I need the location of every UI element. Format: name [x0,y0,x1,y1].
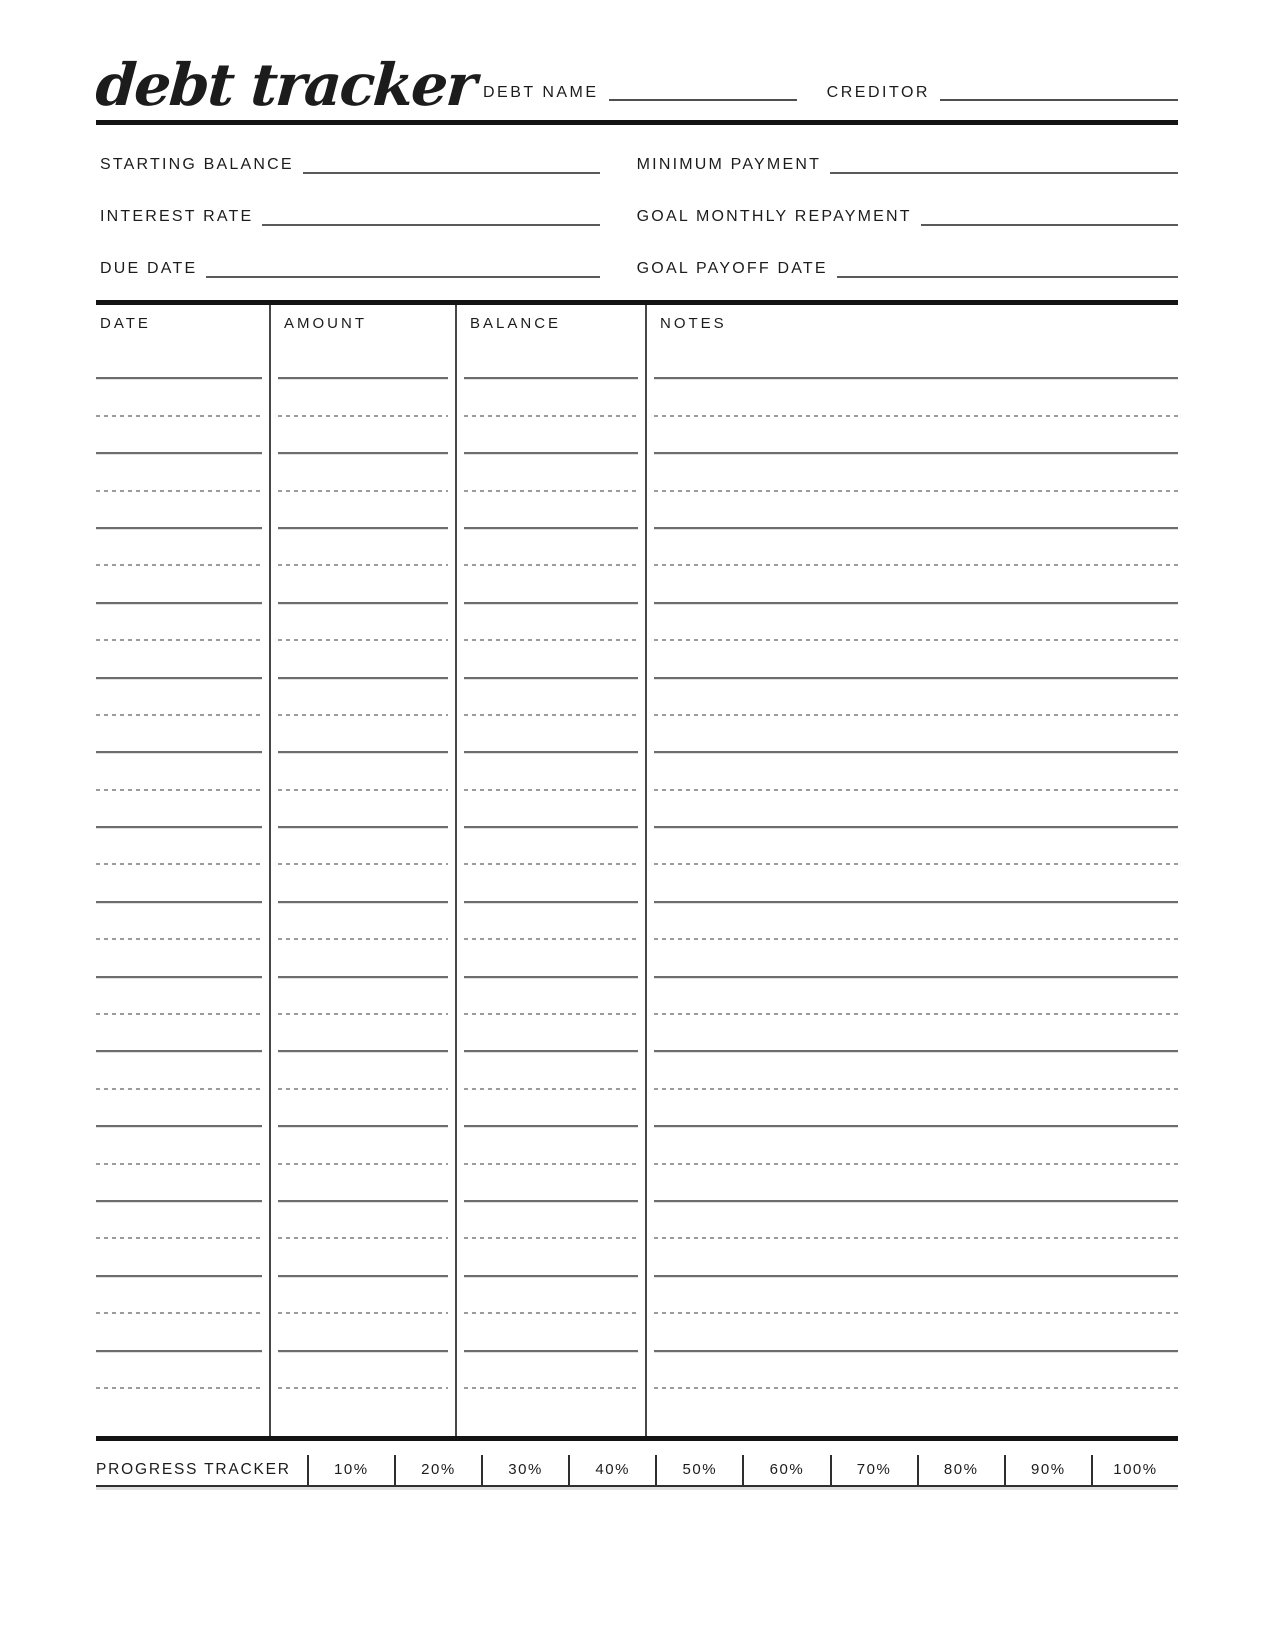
column-lines-notes [647,342,1178,1389]
progress-step: 10% [307,1455,394,1485]
page-header [93,0,1178,120]
starting-balance-field [96,141,600,174]
table-row-line [278,342,448,379]
table-row-line [278,604,448,641]
table-row-line [278,1277,448,1314]
column-header-amount: AMOUNT [284,315,367,332]
table-row-line [278,641,448,678]
starting-balance-label: STARTING BALANCE [100,156,294,174]
table-row-line [278,492,448,529]
table-row-line [654,529,1178,566]
table-row-line [464,1127,638,1164]
debt-name-field [483,85,797,101]
goal-monthly-repayment-label: GOAL MONTHLY REPAYMENT [636,208,912,226]
table-row-line [654,604,1178,641]
table-row-line [464,1165,638,1202]
table-row-line [96,417,262,454]
progress-step: 50% [655,1455,742,1485]
table-row-line [464,1015,638,1052]
table-row-line [96,566,262,603]
progress-step: 100% [1091,1455,1178,1485]
table-row-line [278,791,448,828]
progress-step: 90% [1004,1455,1091,1485]
table-row-line [278,716,448,753]
table-row-line [96,978,262,1015]
table-row-line [654,641,1178,678]
progress-step: 30% [481,1455,568,1485]
table-row-line [278,379,448,416]
table-row-line [654,903,1178,940]
creditor-field [827,85,1178,101]
table-row-line [654,1352,1178,1389]
column-lines-balance [457,342,645,1389]
table-row-line [464,1202,638,1239]
summary-fields-right-column [633,141,1178,278]
column-lines-date [96,342,269,1389]
due-date-label: DUE DATE [100,260,198,278]
table-row-line [654,492,1178,529]
table-row-line [654,417,1178,454]
table-row-line [654,1239,1178,1276]
table-row-line [464,679,638,716]
table-row-line [96,679,262,716]
table-row-line [464,1239,638,1276]
table-row-line [464,1090,638,1127]
table-row-line [278,529,448,566]
table-row-line [654,342,1178,379]
table-row-line [96,492,262,529]
table-row-line [96,903,262,940]
table-row-line [96,1165,262,1202]
column-header-balance: BALANCE [470,315,562,332]
summary-fields [96,125,1178,300]
table-row-line [278,1165,448,1202]
due-date-field [96,245,600,278]
interest-rate-field [96,193,600,226]
table-row-line [96,940,262,977]
table-row-line [464,492,638,529]
table-row-line [278,1239,448,1276]
column-header-date: DATE [100,315,151,332]
table-row-line [654,1090,1178,1127]
table-row-line [464,753,638,790]
table-row-line [96,865,262,902]
minimum-payment-write-in-line [830,141,1178,174]
table-row-line [278,978,448,1015]
table-row-line [96,828,262,865]
summary-fields-left-column [96,141,600,278]
table-row-line [96,1090,262,1127]
table-row-line [464,791,638,828]
table-row-line [96,529,262,566]
minimum-payment-label: MINIMUM PAYMENT [636,156,822,174]
table-row-line [654,566,1178,603]
progress-tracker-label: PROGRESS TRACKER [96,1460,291,1478]
table-row-line [96,1314,262,1351]
table-row-line [654,1015,1178,1052]
table-row-line [464,1052,638,1089]
table-row-line [96,1015,262,1052]
minimum-payment-field [633,141,1178,174]
table-row-line [464,716,638,753]
table-row-line [654,379,1178,416]
table-row-line [96,753,262,790]
table-row-line [464,828,638,865]
goal-monthly-repayment-field [633,193,1178,226]
table-row-line [278,1314,448,1351]
table-row-line [464,1277,638,1314]
table-row-line [464,940,638,977]
table-row-line [654,716,1178,753]
table-row-line [96,454,262,491]
table-row-line [96,1239,262,1276]
table-row-line [278,679,448,716]
progress-step: 40% [568,1455,655,1485]
table-row-line [654,454,1178,491]
progress-step: 70% [830,1455,917,1485]
creditor-label: CREDITOR [826,84,930,101]
table-row-line [654,1202,1178,1239]
table-row-line [96,1352,262,1389]
table-row-line [654,753,1178,790]
table-row-line [654,828,1178,865]
table-row-line [464,604,638,641]
progress-tracker [96,1455,1178,1487]
table-column-notes [645,305,1178,1436]
table-row-line [464,454,638,491]
progress-step: 60% [742,1455,829,1485]
table-row-line [278,828,448,865]
table-row-line [278,940,448,977]
table-row-line [278,417,448,454]
goal-payoff-date-label: GOAL PAYOFF DATE [636,260,828,278]
goal-payoff-date-write-in-line [837,245,1178,278]
progress-step: 20% [394,1455,481,1485]
table-row-line [464,865,638,902]
debt-name-write-in-line [609,87,797,101]
table-row-line [654,1127,1178,1164]
table-row-line [96,1202,262,1239]
table-row-line [96,1277,262,1314]
column-header-notes: NOTES [660,315,727,332]
table-column-amount [269,305,455,1436]
table-row-line [654,791,1178,828]
table-row-line [464,379,638,416]
table-row-line [96,641,262,678]
table-row-line [654,1314,1178,1351]
table-row-line [654,679,1178,716]
table-row-line [654,940,1178,977]
table-column-date [96,305,269,1436]
table-row-line [278,1127,448,1164]
table-row-line [654,978,1178,1015]
table-row-line [464,342,638,379]
goal-payoff-date-field [633,245,1178,278]
table-row-line [278,753,448,790]
table-row-line [464,903,638,940]
table-row-line [464,978,638,1015]
table-row-line [464,566,638,603]
table-row-line [96,379,262,416]
table-row-line [96,604,262,641]
table-row-line [96,716,262,753]
table-row-line [278,1015,448,1052]
table-row-line [464,529,638,566]
table-row-line [464,1352,638,1389]
table-row-line [96,342,262,379]
table-row-line [96,1052,262,1089]
table-row-line [96,791,262,828]
column-lines-amount [271,342,455,1389]
table-row-line [96,1127,262,1164]
table-row-line [278,1202,448,1239]
goal-monthly-repayment-write-in-line [921,193,1178,226]
debt-name-label: DEBT NAME [483,84,599,101]
table-row-line [278,865,448,902]
creditor-write-in-line [940,87,1178,101]
table-row-line [278,1090,448,1127]
interest-rate-write-in-line [262,193,600,226]
due-date-write-in-line [206,245,600,278]
table-row-line [464,641,638,678]
table-row-line [654,865,1178,902]
payment-log-table [96,305,1178,1436]
table-row-line [278,454,448,491]
table-row-line [654,1052,1178,1089]
table-row-line [654,1277,1178,1314]
table-row-line [278,566,448,603]
table-row-line [654,1165,1178,1202]
table-column-balance [455,305,645,1436]
page-title: debt tracker [93,51,478,119]
table-row-line [464,1314,638,1351]
table-bottom-rule [96,1436,1178,1441]
table-row-line [278,903,448,940]
table-row-line [464,417,638,454]
starting-balance-write-in-line [303,141,600,174]
progress-step: 80% [917,1455,1004,1485]
table-row-line [278,1052,448,1089]
interest-rate-label: INTEREST RATE [100,208,254,226]
table-row-line [278,1352,448,1389]
